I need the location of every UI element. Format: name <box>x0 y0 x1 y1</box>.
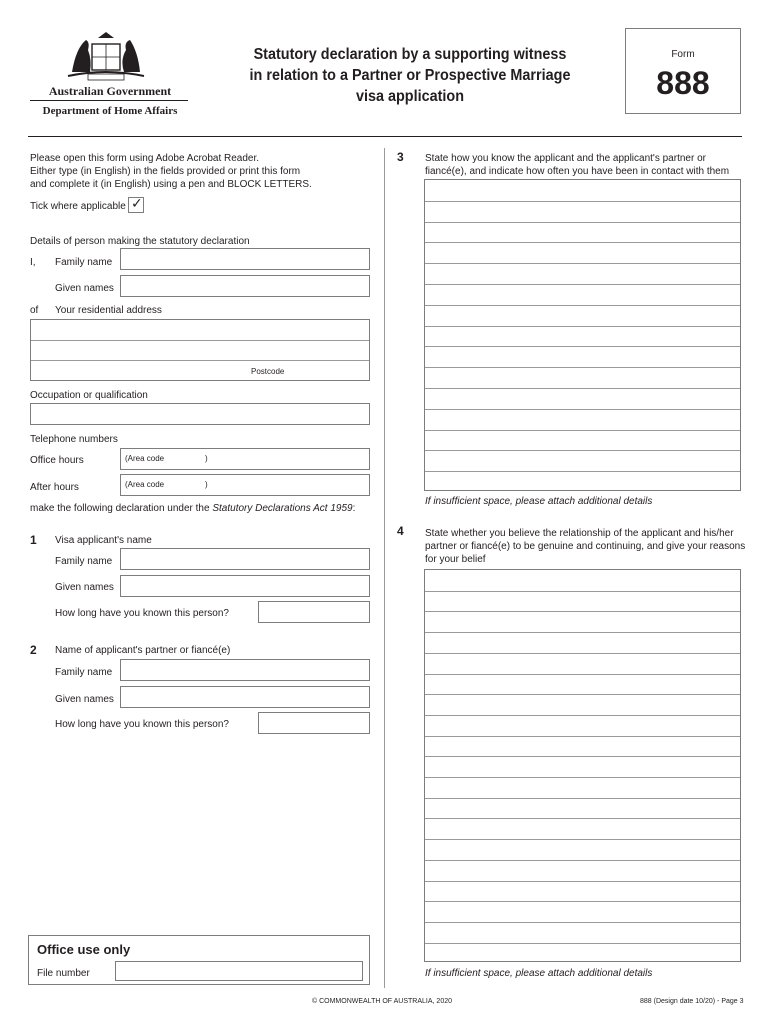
q4-rule <box>425 694 740 695</box>
office-hours-input[interactable] <box>120 448 370 470</box>
family-name-label: Family name <box>55 257 113 268</box>
tick-label: Tick where applicable <box>30 201 126 212</box>
area-code-close-after: ) <box>205 480 208 489</box>
header-rule <box>28 136 742 137</box>
declarant-given-names-input[interactable] <box>120 275 370 297</box>
title-line-3: visa application <box>355 88 465 105</box>
office-use-box <box>28 935 370 985</box>
q4-line-1: State whether you believe the relationship of the applicant and his/her <box>425 528 734 539</box>
q4-rule <box>425 653 740 654</box>
q4-rule <box>425 943 740 944</box>
q3-note: If insufficient space, please attach additional details <box>425 496 653 507</box>
title-line-2: in relation to a Partner or Prospective Marriage <box>249 67 571 84</box>
q3-rule <box>425 388 740 389</box>
q3-rule <box>425 450 740 451</box>
checkmark-icon: ✓ <box>131 196 143 212</box>
telephone-label: Telephone numbers <box>30 434 118 445</box>
q4-rule <box>425 818 740 819</box>
given-names-label: Given names <box>55 283 114 294</box>
q1-title: Visa applicant's name <box>55 535 152 546</box>
q3-line-1: State how you know the applicant and the applicant's partner or <box>425 153 706 164</box>
area-code-label-after: (Area code <box>125 480 165 489</box>
title-line-1: Statutory declaration by a supporting witness <box>253 46 567 63</box>
declarant-heading: Details of person making the statutory declaration <box>30 236 250 247</box>
q4-rule <box>425 901 740 902</box>
office-hours-label: Office hours <box>30 455 84 466</box>
q1-how-long-label: How long have you known this person? <box>55 608 229 619</box>
q4-rule <box>425 881 740 882</box>
q4-rule <box>425 922 740 923</box>
q1-family-name-input[interactable] <box>120 548 370 570</box>
q1-given-names-input[interactable] <box>120 575 370 597</box>
q4-rule <box>425 839 740 840</box>
gov-name: Australian Government <box>48 84 172 98</box>
page-title <box>226 44 595 107</box>
q4-rule <box>425 674 740 675</box>
address-input[interactable] <box>30 319 370 381</box>
crest-icon <box>62 28 150 84</box>
footer-design-date: 888 (Design date 10/20) - Page 3 <box>640 998 744 1005</box>
q3-rule <box>425 284 740 285</box>
form-number-box <box>625 28 741 114</box>
q3-rule <box>425 409 740 410</box>
gov-divider <box>30 100 188 101</box>
of-label: of <box>30 305 39 316</box>
declaration-statement <box>30 503 355 514</box>
q3-rule <box>425 222 740 223</box>
q4-line-2: partner or fiancé(e) to be genuine and continuing, and give your reasons <box>425 541 746 552</box>
q3-rule <box>425 305 740 306</box>
dept-name: Department of Home Affairs <box>42 105 178 117</box>
q2-how-long-input[interactable] <box>258 712 370 734</box>
declaration-suffix: : <box>352 503 356 514</box>
q3-rule <box>425 430 740 431</box>
q4-number: 4 <box>397 524 404 538</box>
q3-line-2: fiancé(e), and indicate how often you have been in contact with them <box>425 166 730 177</box>
q2-family-name-input[interactable] <box>120 659 370 681</box>
column-divider <box>384 148 385 988</box>
after-hours-label: After hours <box>30 482 79 493</box>
after-hours-input[interactable] <box>120 474 370 496</box>
area-code-label-office: (Area code <box>125 454 165 463</box>
intro-line-2: Either type (in English) in the fields provided or print this form <box>30 166 301 177</box>
office-use-title: Office use only <box>37 942 131 957</box>
declaration-prefix: make the following declaration under the <box>30 503 210 514</box>
file-number-input[interactable] <box>115 961 363 981</box>
q4-rule <box>425 798 740 799</box>
q3-rule <box>425 326 740 327</box>
address-line-divider-1 <box>31 340 369 341</box>
q1-family-name-label: Family name <box>55 556 113 567</box>
address-line-divider-2 <box>31 360 369 361</box>
act-name: Statutory Declarations Act 1959 <box>212 503 353 514</box>
form-number: 888 <box>656 65 710 101</box>
q3-rule <box>425 346 740 347</box>
coat-of-arms-crest <box>62 28 150 84</box>
q1-how-long-input[interactable] <box>258 601 370 623</box>
form-label: Form <box>671 49 695 60</box>
intro-line-1: Please open this form using Adobe Acrobat Reader. <box>30 153 260 164</box>
intro-line-3: and complete it (in English) using a pen and BLOCK LETTERS. <box>30 179 312 190</box>
q4-rule <box>425 591 740 592</box>
q3-answer-textarea[interactable] <box>424 179 741 491</box>
q4-note: If insufficient space, please attach additional details <box>425 968 653 979</box>
q3-rule <box>425 263 740 264</box>
q1-number: 1 <box>30 533 37 547</box>
postcode-label: Postcode <box>251 367 285 376</box>
q2-given-names-label: Given names <box>55 694 114 705</box>
declarant-family-name-input[interactable] <box>120 248 370 270</box>
q1-given-names-label: Given names <box>55 582 114 593</box>
footer-copyright: © COMMONWEALTH OF AUSTRALIA, 2020 <box>312 998 452 1005</box>
q2-given-names-input[interactable] <box>120 686 370 708</box>
q4-line-3: for your belief <box>425 554 486 565</box>
i-label: I, <box>30 257 36 268</box>
q4-rule <box>425 756 740 757</box>
occupation-input[interactable] <box>30 403 370 425</box>
occupation-label: Occupation or qualification <box>30 390 148 401</box>
q2-number: 2 <box>30 643 37 657</box>
q4-rule <box>425 715 740 716</box>
q4-rule <box>425 777 740 778</box>
q4-rule <box>425 611 740 612</box>
q2-title: Name of applicant's partner or fiancé(e) <box>55 645 231 656</box>
q2-family-name-label: Family name <box>55 667 113 678</box>
address-label: Your residential address <box>55 305 162 316</box>
q4-answer-textarea[interactable] <box>424 569 741 962</box>
q4-rule <box>425 632 740 633</box>
q3-number: 3 <box>397 150 404 164</box>
q2-how-long-label: How long have you known this person? <box>55 719 229 730</box>
q3-rule <box>425 242 740 243</box>
q3-rule <box>425 471 740 472</box>
q4-rule <box>425 860 740 861</box>
area-code-close-office: ) <box>205 454 208 463</box>
q3-rule <box>425 201 740 202</box>
file-number-label: File number <box>37 968 90 979</box>
tick-sample-checkbox <box>128 197 144 213</box>
q3-rule <box>425 367 740 368</box>
q4-rule <box>425 736 740 737</box>
